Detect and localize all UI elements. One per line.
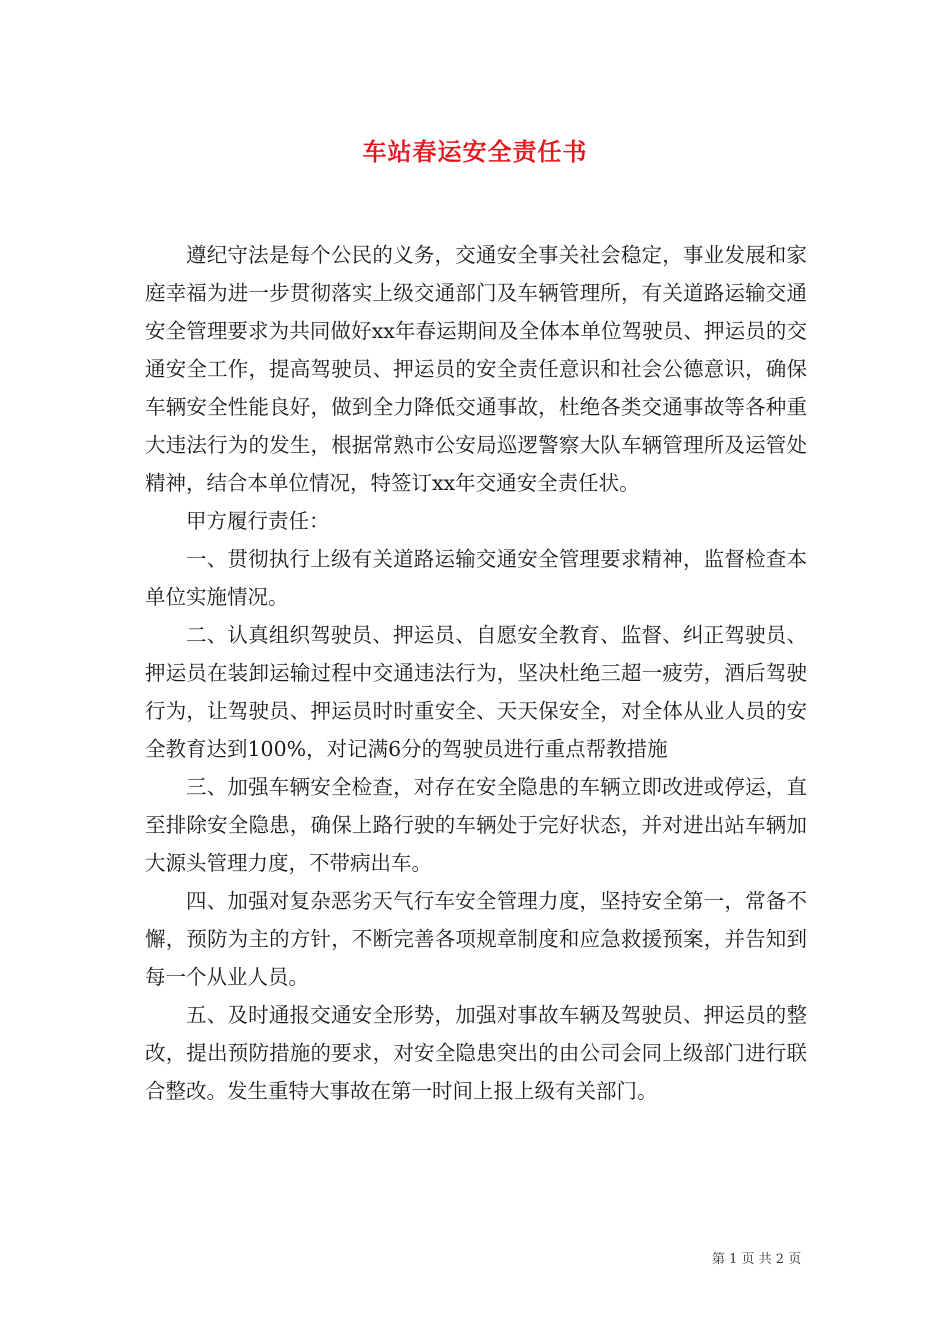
- paragraph-item-3: 三、加强车辆安全检查，对存在安全隐患的车辆立即改进或停运，直至排除安全隐患，确保上路行驶的车辆处于完好状态，并对进出站车辆加大源头管理力度，不带病出车。: [145, 775, 807, 875]
- paragraph-item-4: 四、加强对复杂恶劣天气行车安全管理力度，坚持安全第一，常备不懈，预防为主的方针，不断完善各项规章制度和应急救援预案，并告知到每一个从业人员。: [145, 889, 807, 989]
- paragraph-intro: 遵纪守法是每个公民的义务，交通安全事关社会稳定，事业发展和家庭幸福为进一步贯彻落实上级交通部门及车辆管理所，有关道路运输交通安全管理要求为共同做好xx年春运期间及全体本单位驾驶员、押运员的交通安全工作，提高驾驶员、押运员的安全责任意识和社会公德意识，确保车辆安全性能良好，做到全力降低交通事故，杜绝各类交通事故等各种重大违法行为的发生，根据常熟市公安局巡逻警察大队车辆管理所及运管处精神，结合本单位情况，特签订xx年交通安全责任状。: [145, 243, 807, 495]
- paragraph-item-2: 二、认真组织驾驶员、押运员、自愿安全教育、监督、纠正驾驶员、押运员在装卸运输过程中交通违法行为，坚决杜绝三超一疲劳，酒后驾驶行为，让驾驶员、押运员时时重安全、天天保安全，对全体从业人员的安全教育达到100%，对记满6分的驾驶员进行重点帮教措施: [145, 623, 807, 761]
- page-number: 第 1 页 共 2 页: [712, 1252, 802, 1267]
- paragraph-item-1: 一、贯彻执行上级有关道路运输交通安全管理要求精神，监督检查本单位实施情况。: [145, 547, 807, 609]
- paragraph-party-a-heading: 甲方履行责任：: [186, 509, 330, 533]
- document-body: [145, 236, 807, 1110]
- paragraph-item-5: 五、及时通报交通安全形势，加强对事故车辆及驾驶员、押运员的整改，提出预防措施的要求，对安全隐患突出的由公司会同上级部门进行联合整改。发生重特大事故在第一时间上报上级有关部门。: [145, 1003, 807, 1103]
- document-title: 车站春运安全责任书: [362, 137, 588, 166]
